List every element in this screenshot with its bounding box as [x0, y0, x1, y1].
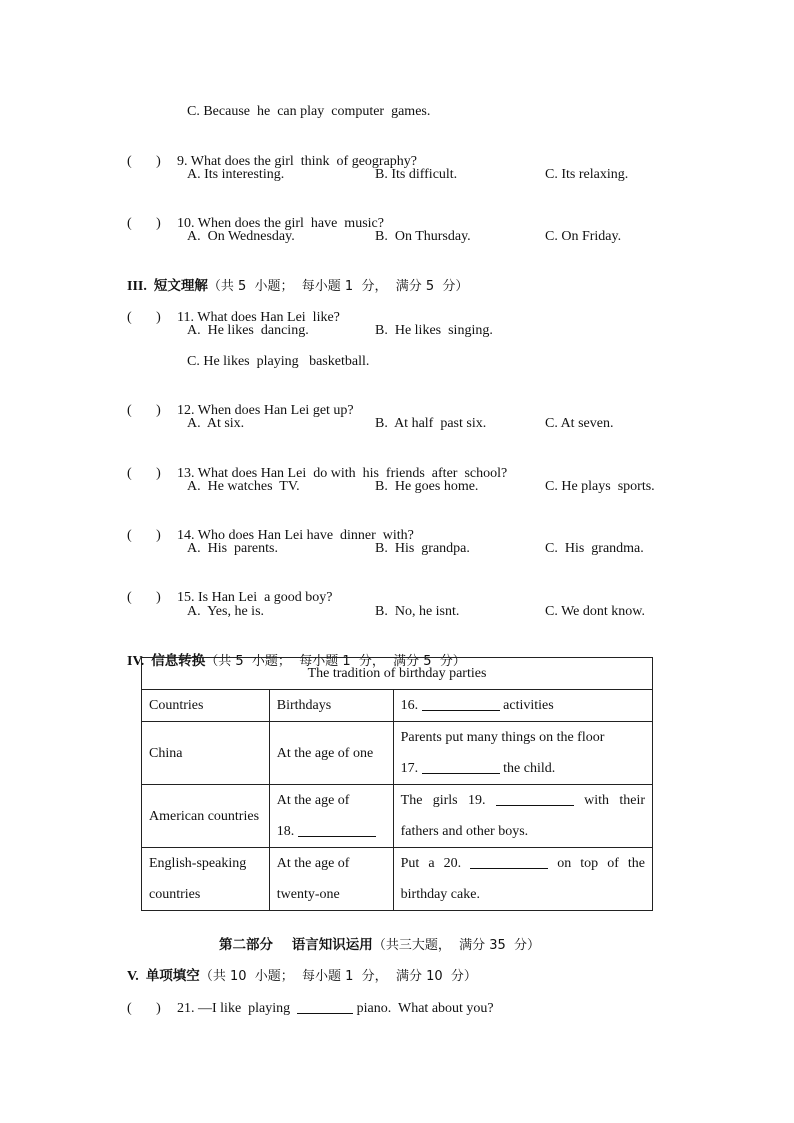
blank-16[interactable] — [422, 696, 500, 711]
cell-activity — [393, 785, 652, 848]
question-text: 14. Who does Han Lei have dinner with? — [177, 528, 414, 543]
q12-option-a: A. At six. — [187, 416, 245, 431]
answer-bracket[interactable]: ( ) — [127, 528, 161, 543]
q13-option-b: B. He goes home. — [375, 479, 479, 494]
q11-option-b: B. He likes singing. — [375, 323, 493, 338]
q8-option-c: C. Because he can play computer games. — [187, 104, 431, 119]
table-row — [142, 848, 653, 911]
question-text: 10. When does the girl have music? — [177, 216, 384, 231]
q10-option-c: C. On Friday. — [545, 229, 622, 244]
cell-activity — [393, 722, 652, 785]
question-text: 15. Is Han Lei a good boy? — [177, 590, 333, 605]
q10-option-a: A. On Wednesday. — [187, 229, 295, 244]
answer-bracket[interactable]: ( ) — [127, 154, 161, 169]
blank-17[interactable] — [422, 759, 500, 774]
section-note: （共 5 小题； 每小题 1 分， 满分 5 分） — [207, 279, 469, 294]
q12-option-b: B. At half past six. — [375, 416, 487, 431]
blank-19[interactable] — [496, 791, 574, 806]
q12-option-c: C. At seven. — [545, 416, 614, 431]
question-text: 12. When does Han Lei get up? — [177, 403, 354, 418]
header-birthdays: Birthdays — [269, 690, 393, 722]
answer-bracket[interactable]: ( ) — [127, 310, 161, 325]
question-text: 21. —I like playing — [177, 1001, 291, 1016]
blank-21[interactable] — [297, 999, 353, 1014]
section-number: IV. — [127, 654, 145, 669]
q10-option-b: B. On Thursday. — [375, 229, 471, 244]
section-note: （共 10 小题； 每小题 1 分， 满分 10 分） — [199, 969, 477, 984]
part-note: （共三大题， 满分 35 分） — [372, 938, 541, 953]
q14-option-b: B. His grandpa. — [375, 541, 470, 556]
question-text: 11. What does Han Lei like? — [177, 310, 340, 325]
part-title: 第二部分 语言知识运用 — [219, 937, 373, 953]
cell-country: China — [142, 722, 270, 785]
section-title: 短文理解 — [153, 278, 208, 294]
q14-option-a: A. His parents. — [187, 541, 278, 556]
table-row — [142, 785, 653, 848]
question-15 — [120, 571, 333, 607]
q9-option-c: C. Its relaxing. — [545, 167, 629, 182]
activity-text-end: the child. — [499, 761, 556, 776]
cell-birthday: At the age of twenty-one — [269, 848, 393, 911]
activity-text-end: on top of the birthday cake. — [400, 856, 646, 902]
cell-birthday: At the age of one — [269, 722, 393, 785]
q15-option-a: A. Yes, he is. — [187, 604, 265, 619]
activity-text-end: with their fathers and other boys. — [400, 793, 646, 839]
blank-18[interactable] — [298, 822, 376, 837]
cell-country: English-speaking countries — [142, 848, 270, 911]
table-row — [142, 722, 653, 785]
question-text: 9. What does the girl think of geography? — [177, 154, 418, 169]
q15-option-c: C. We dont know. — [545, 604, 645, 619]
answer-bracket[interactable]: ( ) — [127, 216, 161, 231]
cell-birthday — [269, 785, 393, 848]
answer-bracket[interactable]: ( ) — [127, 466, 161, 481]
blank-number: 16. — [400, 698, 419, 713]
q13-option-c: C. He plays sports. — [545, 479, 655, 494]
birthday-tradition-table — [141, 657, 653, 911]
table-title: The tradition of birthday parties — [142, 658, 653, 690]
blank-number: 17. — [400, 761, 419, 776]
section-number: III. — [127, 279, 147, 294]
question-21 — [120, 981, 494, 1018]
q11-option-a: A. He likes dancing. — [187, 323, 309, 338]
table-title-row — [142, 658, 653, 690]
cell-country: American countries — [142, 785, 270, 848]
q9-option-b: B. Its difficult. — [375, 167, 458, 182]
question-text: 13. What does Han Lei do with his friends after school? — [177, 466, 508, 481]
section-note: （共 5 小题； 每小题 1 分， 满分 5 分） — [205, 654, 466, 669]
q11-option-c: C. He likes playing basketball. — [187, 354, 370, 369]
answer-bracket[interactable]: ( ) — [127, 590, 161, 605]
activity-text: The girls 19. — [400, 793, 486, 808]
answer-bracket[interactable]: ( ) — [127, 1001, 161, 1016]
header-countries: Countries — [142, 690, 270, 722]
question-text-end: piano. What about you? — [353, 1001, 494, 1016]
header-activities-label: activities — [499, 698, 554, 713]
q9-option-a: A. Its interesting. — [187, 167, 285, 182]
section-title: 单项填空 — [145, 968, 200, 984]
birthday-text: At the age of — [276, 793, 350, 808]
header-activities — [393, 690, 652, 722]
activity-text: Parents put many things on the floor — [400, 730, 605, 745]
blank-20[interactable] — [470, 854, 548, 869]
section-number: V. — [127, 969, 139, 984]
q14-option-c: C. His grandma. — [545, 541, 644, 556]
q13-option-a: A. He watches TV. — [187, 479, 300, 494]
answer-bracket[interactable]: ( ) — [127, 403, 161, 418]
q15-option-b: B. No, he isnt. — [375, 604, 460, 619]
blank-number: 18. — [276, 824, 295, 839]
table-header-row — [142, 690, 653, 722]
activity-text: Put a 20. — [400, 856, 462, 871]
section-title: 信息转换 — [151, 653, 206, 669]
cell-activity — [393, 848, 652, 911]
